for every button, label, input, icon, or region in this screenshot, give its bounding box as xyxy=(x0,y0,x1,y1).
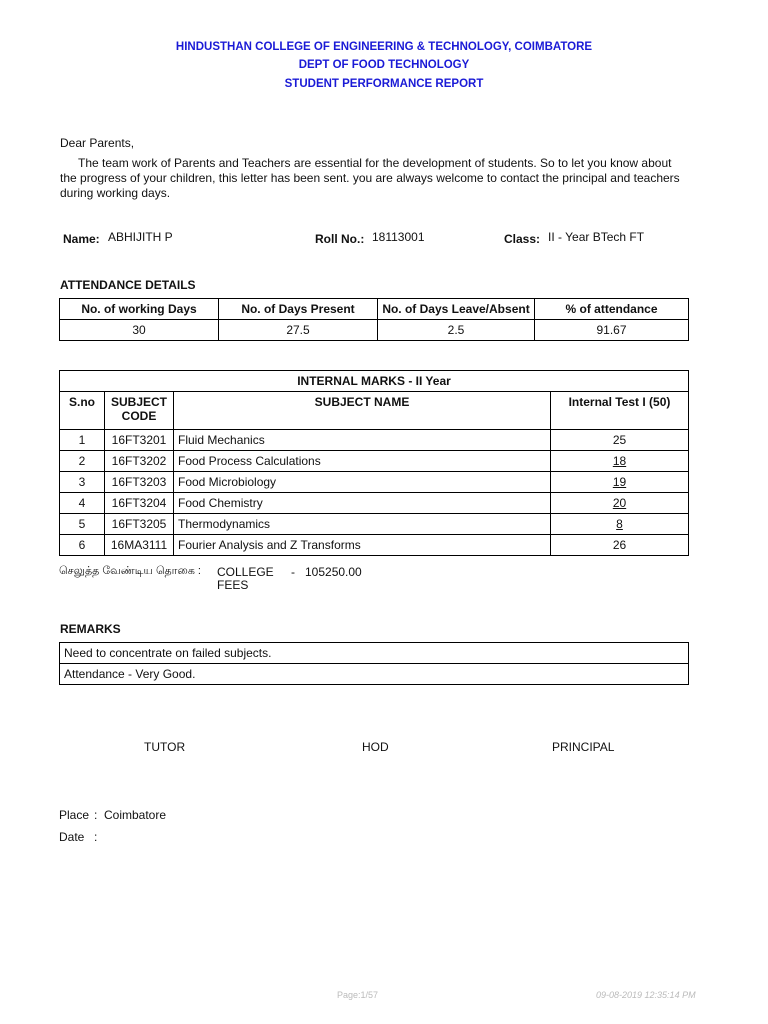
internal-mark-cell: 25 xyxy=(551,430,689,451)
table-header-cell: % of attendance xyxy=(535,299,689,320)
marks-title: INTERNAL MARKS - II Year xyxy=(60,371,689,392)
subject-name-cell: Food Process Calculations xyxy=(174,451,551,472)
subject-name-cell: Fourier Analysis and Z Transforms xyxy=(174,535,551,556)
class-label: Class: xyxy=(504,232,541,246)
attendance-table xyxy=(59,298,689,341)
subject-name-header: SUBJECT NAME xyxy=(174,392,551,430)
hod-signature-label: HOD xyxy=(362,740,389,754)
roll-number: 18113001 xyxy=(372,230,425,244)
place-label: Place xyxy=(59,808,90,822)
table-row xyxy=(60,392,689,430)
print-timestamp: 09-08-2019 12:35:14 PM xyxy=(596,990,696,1000)
sno-header: S.no xyxy=(60,392,105,430)
date-label: Date xyxy=(59,830,85,844)
fees-item-line1: COLLEGE xyxy=(217,565,274,579)
roll-label: Roll No.: xyxy=(315,232,365,246)
place-colon: : xyxy=(94,808,98,822)
internal-mark-cell: 18 xyxy=(551,451,689,472)
table-row xyxy=(60,472,689,493)
subject-code-cell: 16FT3201 xyxy=(105,430,174,451)
sno-cell: 6 xyxy=(60,535,105,556)
remark-line: Attendance - Very Good. xyxy=(60,664,689,685)
letter-body: The team work of Parents and Teachers are essential for the development of students. So to let you know about the progress of your children, this letter has been sent. you are always welcome to contact the principal and teachers during working days. xyxy=(60,156,680,200)
page-number: Page:1/57 xyxy=(337,990,379,1000)
sno-cell: 4 xyxy=(60,493,105,514)
remarks-title: REMARKS xyxy=(60,622,121,636)
subject-name-cell: Thermodynamics xyxy=(174,514,551,535)
subject-name-cell: Food Microbiology xyxy=(174,472,551,493)
table-row xyxy=(60,514,689,535)
table-row xyxy=(60,451,689,472)
internal-test-header: Internal Test I (50) xyxy=(551,392,689,430)
college-name: HINDUSTHAN COLLEGE OF ENGINEERING & TECHNOLOGY, COIMBATORE xyxy=(175,41,593,53)
subject-code-cell: 16FT3203 xyxy=(105,472,174,493)
attendance-title: ATTENDANCE DETAILS xyxy=(60,278,196,292)
table-row xyxy=(60,371,689,392)
working-days-value: 30 xyxy=(60,320,219,341)
subject-code-cell: 16FT3205 xyxy=(105,514,174,535)
table-header-cell: No. of Days Leave/Absent xyxy=(378,299,535,320)
table-row xyxy=(60,643,689,664)
days-absent-value: 2.5 xyxy=(378,320,535,341)
sno-cell: 5 xyxy=(60,514,105,535)
subject-name-cell: Food Chemistry xyxy=(174,493,551,514)
table-row xyxy=(60,299,689,320)
internal-mark-cell: 8 xyxy=(551,514,689,535)
attendance-percent-value: 91.67 xyxy=(535,320,689,341)
table-row xyxy=(60,493,689,514)
table-row xyxy=(60,664,689,685)
internal-marks-table xyxy=(59,370,689,556)
internal-mark-cell: 26 xyxy=(551,535,689,556)
subject-name-cell: Fluid Mechanics xyxy=(174,430,551,451)
report-title: STUDENT PERFORMANCE REPORT xyxy=(284,78,484,90)
internal-mark-cell: 20 xyxy=(551,493,689,514)
student-name: ABHIJITH P xyxy=(108,230,173,244)
sno-cell: 3 xyxy=(60,472,105,493)
place-value: Coimbatore xyxy=(104,808,167,822)
name-label: Name: xyxy=(63,232,100,246)
fees-dash: - xyxy=(291,565,295,579)
days-present-value: 27.5 xyxy=(219,320,378,341)
subject-code-cell: 16FT3204 xyxy=(105,493,174,514)
subject-code-header: SUBJECT CODE xyxy=(105,392,174,430)
table-header-cell: No. of Days Present xyxy=(219,299,378,320)
internal-mark-cell: 19 xyxy=(551,472,689,493)
principal-signature-label: PRINCIPAL xyxy=(552,740,615,754)
subject-code-cell: 16FT3202 xyxy=(105,451,174,472)
remarks-table xyxy=(59,642,689,685)
table-header-cell: No. of working Days xyxy=(60,299,219,320)
fees-amount: 105250.00 xyxy=(305,565,362,579)
department-name: DEPT OF FOOD TECHNOLOGY xyxy=(298,59,470,71)
remark-line: Need to concentrate on failed subjects. xyxy=(60,643,689,664)
sno-cell: 2 xyxy=(60,451,105,472)
fees-label: செலுத்த வேண்டிய தொகை : xyxy=(59,565,201,577)
table-row xyxy=(60,320,689,341)
subject-code-cell: 16MA3111 xyxy=(105,535,174,556)
sno-cell: 1 xyxy=(60,430,105,451)
date-colon: : xyxy=(94,830,98,844)
table-row xyxy=(60,430,689,451)
salutation: Dear Parents, xyxy=(60,136,135,150)
fees-item-line2: FEES xyxy=(217,578,249,592)
student-class: II - Year BTech FT xyxy=(548,230,645,244)
table-row xyxy=(60,535,689,556)
tutor-signature-label: TUTOR xyxy=(144,740,186,754)
